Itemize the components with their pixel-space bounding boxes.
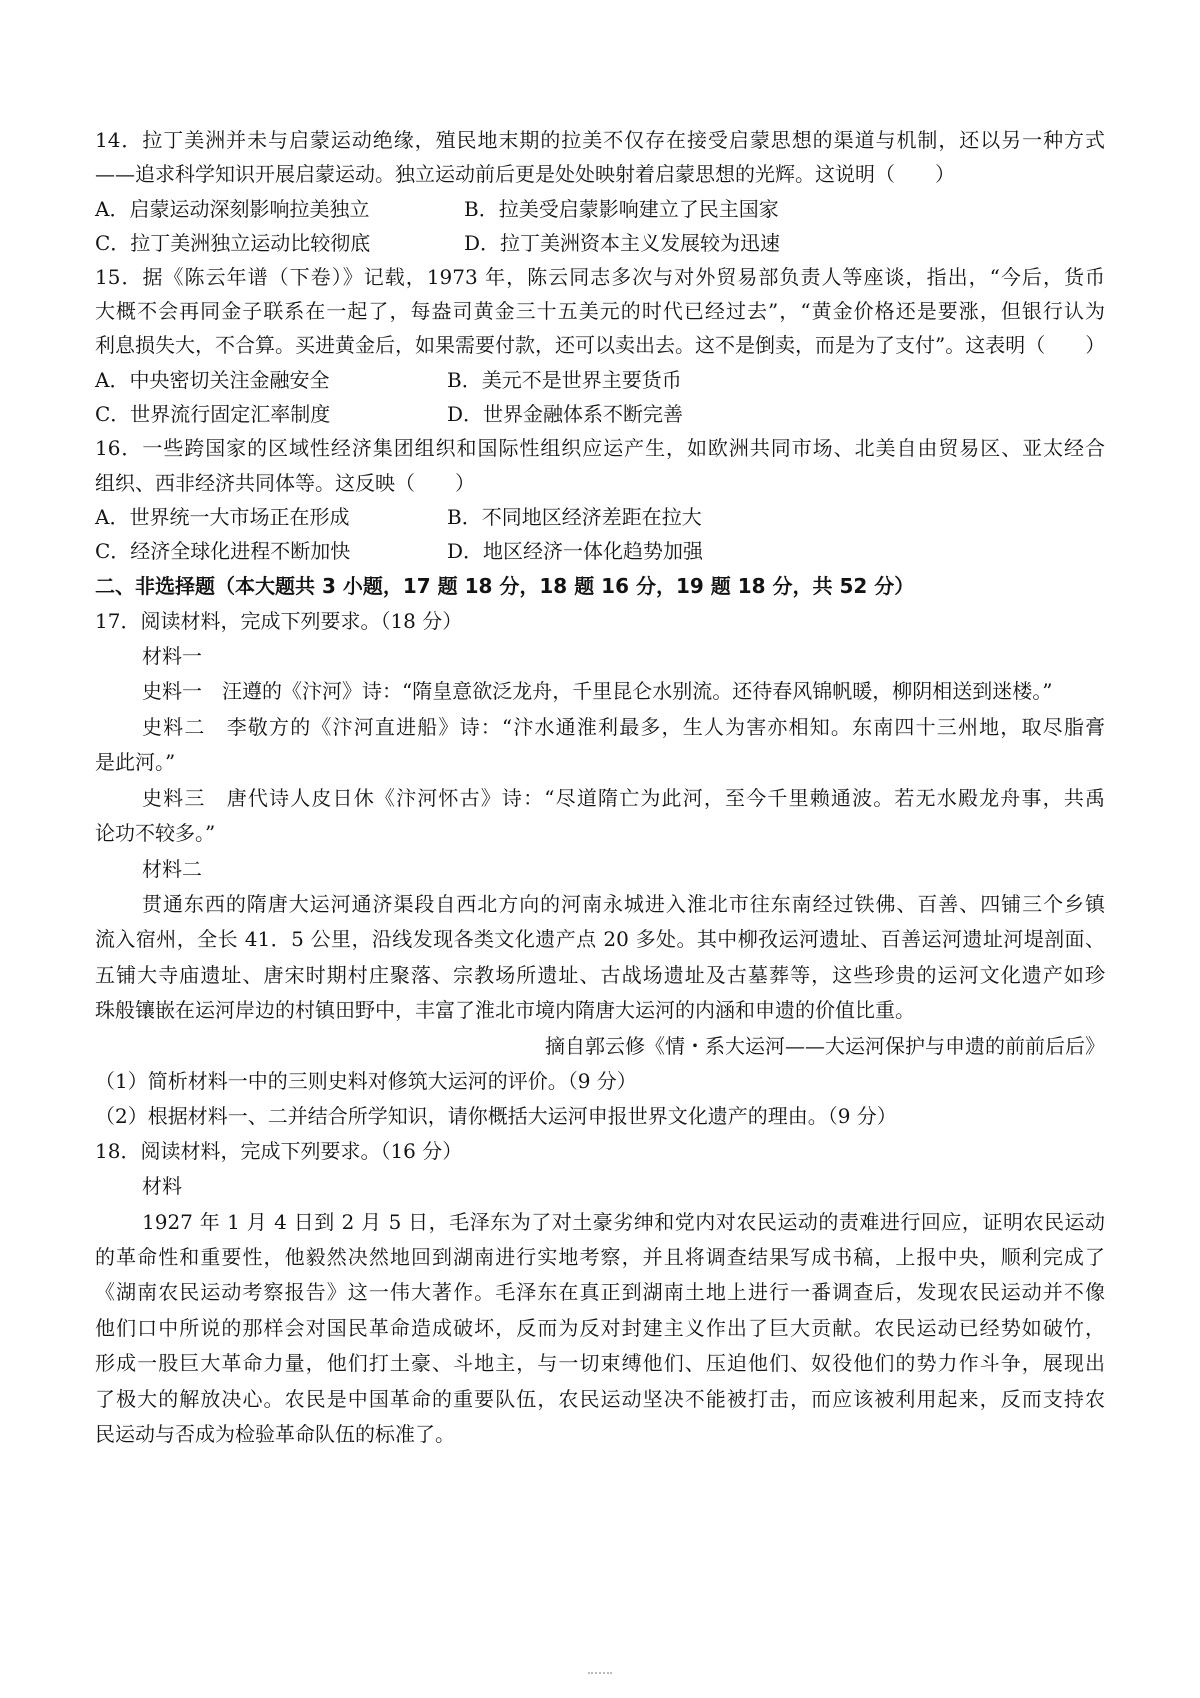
q15-option-row-2 [95, 400, 1105, 428]
q15-option-d: D．世界金融体系不断完善 [447, 402, 684, 426]
q14-stem-line-1: 14．拉丁美洲并未与启蒙运动绝缘，殖民地末期的拉美不仅存在接受启蒙思想的渠道与机制，还以另一种方式 [95, 128, 1105, 152]
q14-option-row-2 [95, 229, 1105, 257]
q15-option-row-1 [95, 366, 1105, 394]
q15-stem-line-3: 利息损失大，不合算。买进黄金后，如果需要付款，还可以卖出去。这不是倒卖，而是为了支付”。这表明（ ） [95, 333, 1106, 357]
q18-paragraph-line-5: 形成一股巨大革命力量，他们打土豪、斗地主，与一切束缚他们、压迫他们、奴役他们的势力作斗争，展现出 [95, 1351, 1105, 1375]
q14-option-row-1 [95, 195, 1105, 223]
q18-stem: 18．阅读材料，完成下列要求。（16 分） [95, 1139, 463, 1163]
footer-mark [588, 1672, 612, 1676]
q18-paragraph-line-3: 《湖南农民运动考察报告》这一伟大著作。毛泽东在真正到湖南土地上进行一番调查后，发现农民运动并不像 [95, 1280, 1105, 1304]
section-heading: 二、非选择题（本大题共 3 小题，17 题 18 分，18 题 16 分，19 题 18 分，共 52 分） [95, 574, 915, 598]
q15-stem-line-2: 大概不会再同金子联系在一起了，每盎司黄金三十五美元的时代已经过去”，“黄金价格还是要涨，但银行认为 [95, 299, 1105, 323]
q18-paragraph-line-2: 的革命性和重要性，他毅然决然地回到湖南进行实地考察，并且将调查结果写成书稿，上报中央，顺利完成了 [95, 1245, 1105, 1269]
q15-option-c: C．世界流行固定汇率制度 [95, 402, 331, 426]
q16-option-b: B．不同地区经济差距在拉大 [447, 505, 702, 529]
q18-paragraph-line-4: 他们口中所说的那样会对国民革命造成破坏，反而为反对封建主义作出了巨大贡献。农民运动已经势如破竹， [95, 1316, 1105, 1340]
q17-source-3-line-2: 论功不较多。” [95, 821, 216, 845]
q17-stem: 17．阅读材料，完成下列要求。（18 分） [95, 609, 463, 633]
q14-option-c: C．拉丁美洲独立运动比较彻底 [95, 231, 371, 255]
q15-stem-line-1: 15．据《陈云年谱（下卷）》记载，1973 年，陈云同志多次与对外贸易部负责人等座谈，指出，“今后，货币 [95, 265, 1105, 289]
q15-option-a: A．中央密切关注金融安全 [95, 368, 330, 392]
q17-source-2-line-1: 史料二 李敬方的《汴河直进船》诗：“汴水通淮利最多，生人为害亦相知。东南四十三州地，取尽脂膏 [142, 715, 1105, 739]
q16-option-a: A．世界统一大市场正在形成 [95, 505, 350, 529]
q17-material-2-line-2: 流入宿州，全长 41．5 公里，沿线发现各类文化遗产点 20 多处。其中柳孜运河遗址、百善运河遗址河堤剖面、 [95, 927, 1105, 951]
q17-requirement-1: （1）简析材料一中的三则史料对修筑大运河的评价。（9 分） [95, 1069, 637, 1093]
q18-paragraph-line-1: 1927 年 1 月 4 日到 2 月 5 日，毛泽东为了对土豪劣绅和党内对农民运动的责难进行回应，证明农民运动 [142, 1210, 1105, 1234]
q18-paragraph-line-6: 了极大的解放决心。农民是中国革命的重要队伍，农民运动坚决不能被打击，而应该被利用起来，反而支持农 [95, 1387, 1105, 1411]
q14-option-d: D．拉丁美洲资本主义发展较为迅速 [464, 231, 781, 255]
q17-material-2-label: 材料二 [142, 857, 202, 881]
q17-requirement-2: （2）根据材料一、二并结合所学知识，请你概括大运河申报世界文化遗产的理由。（9 分） [95, 1104, 897, 1128]
q14-option-b: B．拉美受启蒙影响建立了民主国家 [464, 197, 779, 221]
q18-material-label: 材料 [142, 1174, 182, 1198]
q17-material-1-label: 材料一 [142, 644, 202, 668]
q16-stem-line-2: 组织、西非经济共同体等。这反映（ ） [95, 471, 475, 495]
q18-paragraph-line-7: 民运动与否成为检验革命队伍的标准了。 [95, 1422, 455, 1446]
q16-option-c: C．经济全球化进程不断加快 [95, 539, 351, 563]
q14-option-a: A．启蒙运动深刻影响拉美独立 [95, 197, 370, 221]
q16-option-d: D．地区经济一体化趋势加强 [447, 539, 704, 563]
q17-source-3-line-1: 史料三 唐代诗人皮日休《汴河怀古》诗：“尽道隋亡为此河，至今千里赖通波。若无水殿龙舟事，共禹 [142, 786, 1105, 810]
q17-citation: 摘自郭云修《情・系大运河——大运河保护与申遗的前前后后》 [545, 1034, 1105, 1058]
q17-source-2-line-2: 是此河。” [95, 750, 176, 774]
q16-option-row-2 [95, 537, 1105, 565]
q17-material-2-line-3: 五铺大寺庙遗址、唐宋时期村庄聚落、宗教场所遗址、古战场遗址及古墓葬等，这些珍贵的运河文化遗产如珍 [95, 963, 1105, 987]
q17-source-1: 史料一 汪遵的《汴河》诗：“隋皇意欲泛龙舟，千里昆仑水别流。还待春风锦帆暖，柳阴相送到迷楼。” [142, 679, 1053, 703]
q14-stem-line-2: ——追求科学知识开展启蒙运动。独立运动前后更是处处映射着启蒙思想的光辉。这说明（ ） [95, 162, 955, 186]
q17-material-2-line-4: 珠般镶嵌在运河岸边的村镇田野中，丰富了淮北市境内隋唐大运河的内涵和申遗的价值比重。 [95, 998, 915, 1022]
q16-stem-line-1: 16．一些跨国家的区域性经济集团组织和国际性组织应运产生，如欧洲共同市场、北美自由贸易区、亚太经合 [95, 436, 1105, 460]
q15-option-b: B．美元不是世界主要货币 [447, 368, 682, 392]
q16-option-row-1 [95, 503, 1105, 531]
q17-material-2-line-1: 贯通东西的隋唐大运河通济渠段自西北方向的河南永城进入淮北市往东南经过铁佛、百善、四铺三个乡镇 [142, 892, 1105, 916]
